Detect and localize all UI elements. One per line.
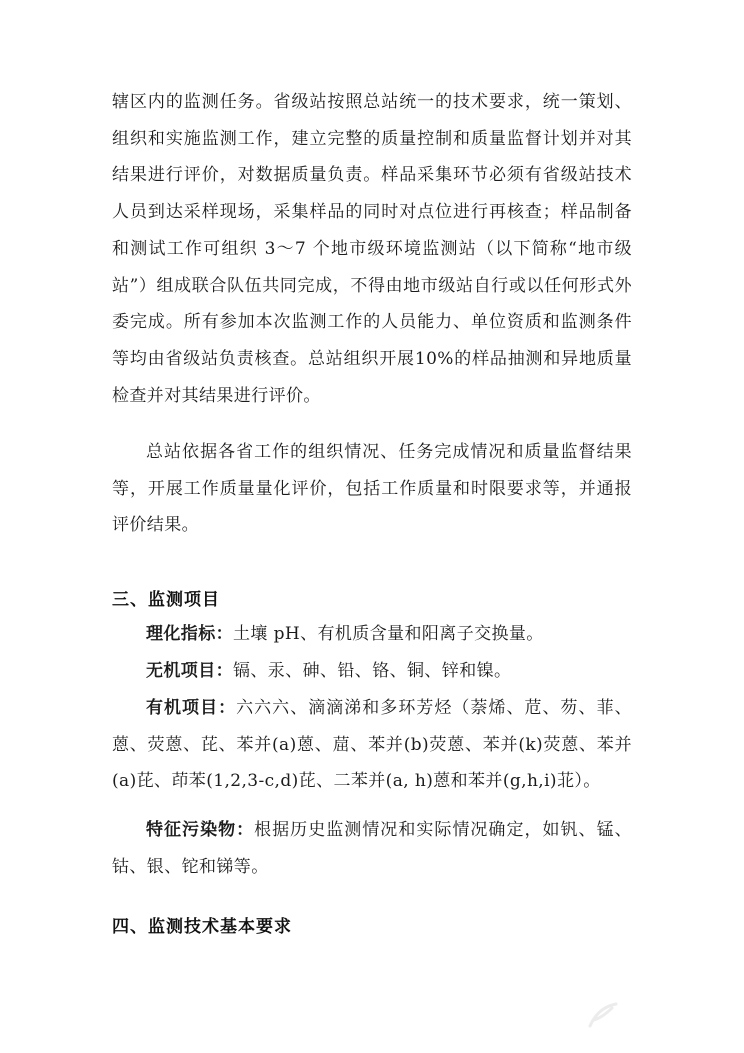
section-heading-technical-requirements: 四、监测技术基本要求 bbox=[112, 917, 292, 937]
item-organic bbox=[112, 690, 632, 800]
item-text: 土壤 pH、有机质含量和阳离子交换量。 bbox=[233, 624, 544, 644]
item-text: 根据历史监测情况和实际情况确定，如钒、锰、钴、银、铊和锑等。 bbox=[112, 820, 632, 877]
item-characteristic-pollutants bbox=[112, 812, 632, 885]
item-text: 六六六、滴滴涕和多环芳烃（萘烯、苊、芴、菲、蒽、荧蒽、芘、苯并(a)蒽、䓛、苯并(b)荧蒽、苯并(k)荧蒽、苯并(a)芘、茚苯(1,2,3-c,d)芘、二苯并(a, h)蒽和苯并(g,h,i)苝）。 bbox=[112, 698, 632, 792]
item-text: 镉、汞、砷、铅、铬、铜、锌和镍。 bbox=[233, 661, 512, 681]
item-physicochemical bbox=[112, 616, 632, 653]
item-inorganic bbox=[112, 653, 632, 690]
item-label: 有机项目： bbox=[146, 698, 237, 718]
item-label: 特征污染物： bbox=[146, 820, 255, 840]
paragraph-evaluation: 总站依据各省工作的组织情况、任务完成情况和质量监督结果等，开展工作质量量化评价，包括工作质量和时限要求等，并通报评价结果。 bbox=[112, 442, 632, 536]
paragraph-task-organization: 辖区内的监测任务。省级站按照总站统一的技术要求，统一策划、组织和实施监测工作，建立完整的质量控制和质量监督计划并对其结果进行评价，对数据质量负责。样品采集环节必须有省级站技术人员到达采样现场，采集样品的同时对点位进行再核查；样品制备和测试工作可组织 3～7 个地市级环境监测站（以下简称“地市级站”）组成联合队伍共同完成，不得由地市级站自行或以任何形式外委完成。所有参加本次监测工作的人员能力、单位资质和监测条件等均由省级站负责核查。总站组织开展10%的样品抽测和异地质量检查并对其结果进行评价。 bbox=[112, 92, 632, 406]
item-label: 无机项目： bbox=[146, 661, 233, 681]
watermark-icon bbox=[586, 1000, 620, 1030]
item-label: 理化指标： bbox=[146, 624, 233, 644]
section-heading-monitoring-items: 三、监测项目 bbox=[112, 590, 220, 610]
